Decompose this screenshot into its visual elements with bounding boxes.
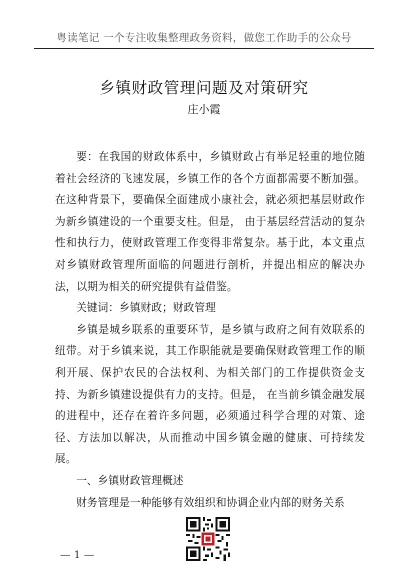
intro-paragraph: 乡镇是城乡联系的重要环节，是乡镇与政府之间有效联系的纽带。对于乡镇来说，其工作职能就是要确保财政管理工作的顺利开展、保护农民的合法权利、为相关部门的工作提供资金支持、为新乡镇建设提供有力的支持。但是， 在当前乡镇金融发展的进程中，还存在着许多问题，必须通过科学合理的对策、途径、方法加以解决，从而推动中国乡镇金融的健康、可持续发展。 (55, 323, 365, 466)
qr-center-logo (202, 533, 215, 546)
document-body (55, 147, 365, 514)
abstract-paragraph: 要：在我国的财政体系中，乡镇财政占有举足轻重的地位随着社会经济的飞速发展，乡镇工作的各个方面都需要不断加强。在这种背景下，要确保全面建成小康社会，就必须把基层财政作为新乡镇建设的一个重要支柱。但是， 由于基层经营活动的复杂性和执行力，使财政管理工作变得非常复杂。基于此，本文重点对乡镇财政管理所面临的问题进行剖析，并提出相应的解决办法，以期为相关的研究提供有益借鉴。 (55, 151, 365, 293)
document-title: 乡镇财政管理问题及对策研究 (99, 79, 309, 97)
document-author: 庄小霞 (187, 103, 221, 116)
keywords-line: 关键词：乡镇财政；财政管理 (76, 302, 216, 315)
section-1-paragraph: 财务管理是一种能够有效组织和协调企业内部的财务关系 (76, 496, 345, 509)
qr-code-icon (186, 517, 230, 561)
section-heading-1: 一、乡镇财政管理概述 (76, 474, 184, 487)
page-header: 粤读笔记 一个专注收集整理政务资料，做您工作助手的公众号 (56, 32, 352, 44)
page-number: — 1 — (60, 549, 95, 561)
header-rule (34, 48, 374, 49)
